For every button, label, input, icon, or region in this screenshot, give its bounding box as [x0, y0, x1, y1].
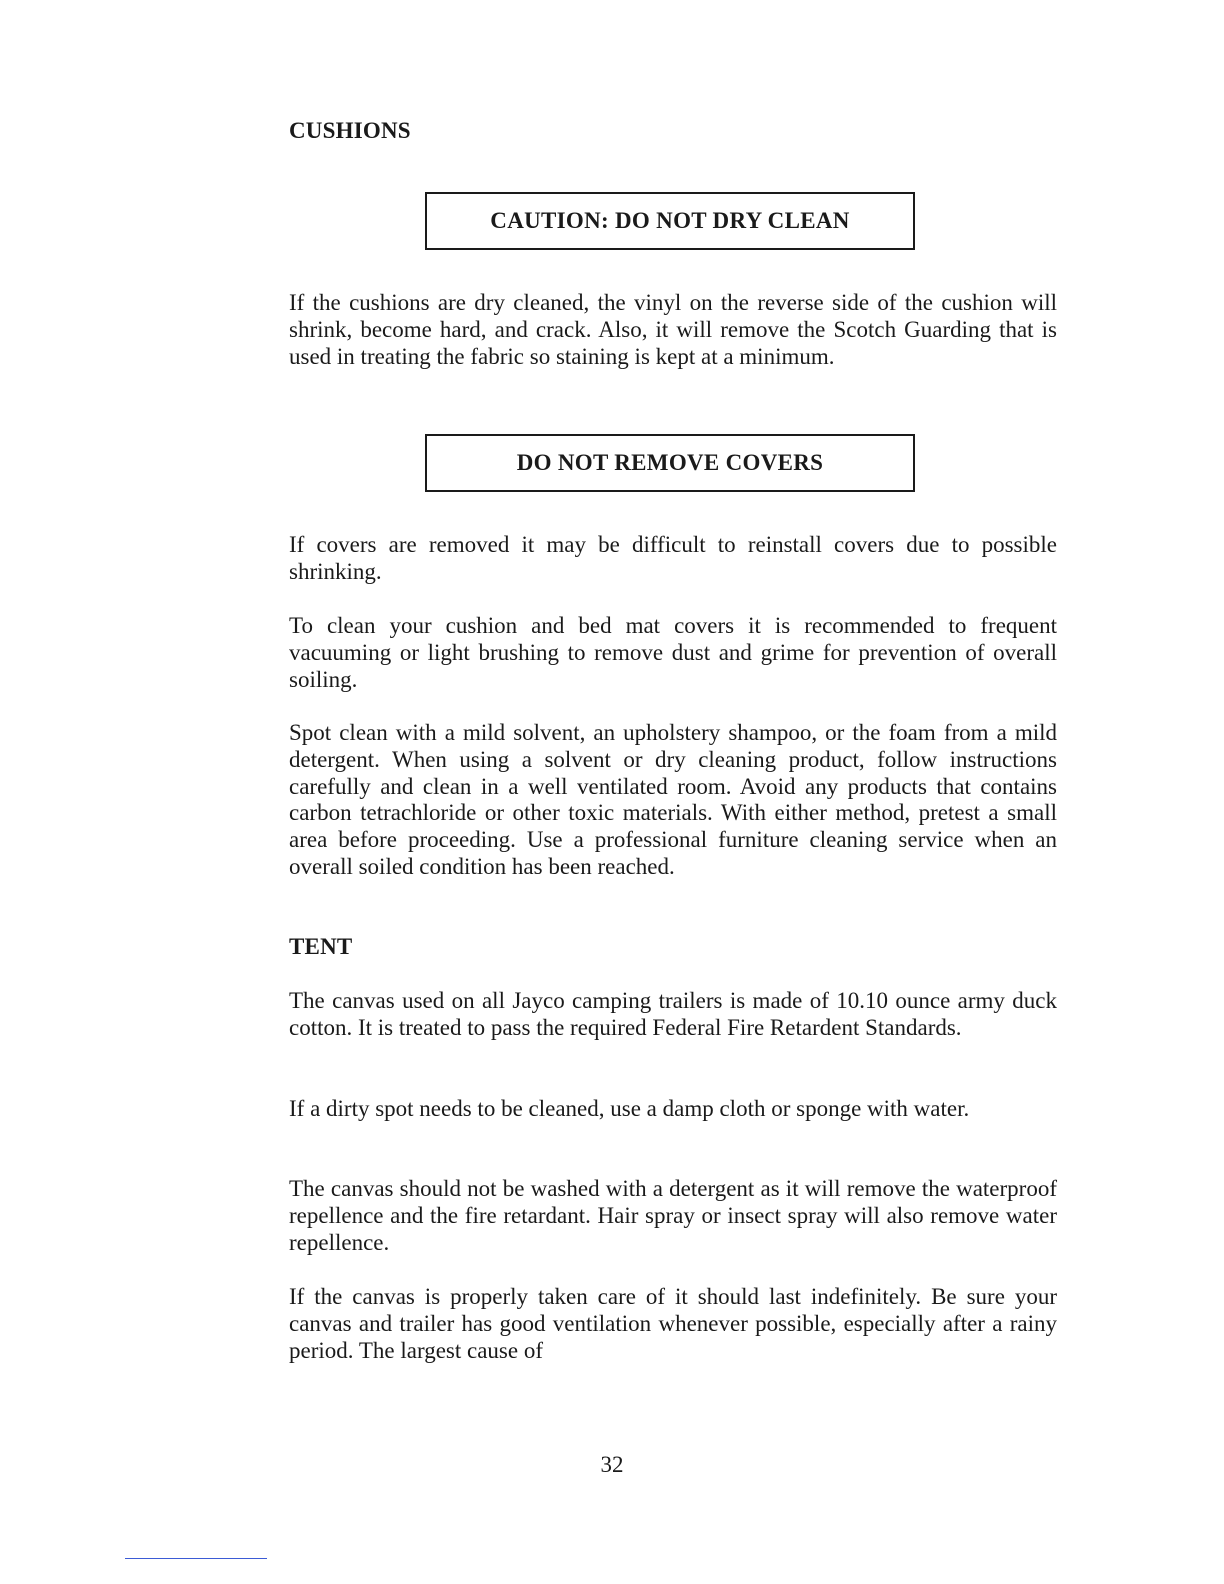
tent-paragraph-care: If the canvas is properly taken care of it should last indefinitely. Be sure your canvas and trailer has good ventilation whenever possible, especially after a rainy period. The largest cause of	[289, 1284, 1057, 1363]
tent-paragraph-spot: If a dirty spot needs to be cleaned, use a damp cloth or sponge with water.	[289, 1096, 970, 1121]
tent-paragraph-canvas: The canvas used on all Jayco camping trailers is made of 10.10 ounce army duck cotton. It is treated to pass the required Federal Fire Retardent Standards.	[289, 988, 1057, 1040]
page-number: 32	[600, 1452, 624, 1477]
cushions-paragraph-spot-clean: Spot clean with a mild solvent, an upholstery shampoo, or the foam from a mild detergent. When using a solvent or dry cleaning product, follow instructions carefully and clean in a well ventilated room. Avoid any products that contains carbon tetrachloride or other toxic materials. With either method, pretest a small area before proceeding. Use a professional furniture cleaning service when an overall soiled condition has been reached.	[289, 720, 1057, 879]
covers-warning-box	[425, 434, 915, 492]
cushions-paragraph-dry-clean: If the cushions are dry cleaned, the vinyl on the reverse side of the cushion will shrink, become hard, and crack. Also, it will remove the Scotch Guarding that is used in treating the fabric so staining is kept at a minimum.	[289, 290, 1057, 369]
tent-heading: TENT	[289, 934, 353, 959]
footer-rule	[125, 1558, 267, 1559]
cushions-heading: CUSHIONS	[289, 118, 411, 143]
tent-paragraph-washing: The canvas should not be washed with a detergent as it will remove the waterproof repellence and the fire retardant. Hair spray or insect spray will also remove water repellence.	[289, 1176, 1057, 1255]
caution-box	[425, 192, 915, 250]
caution-text: CAUTION: DO NOT DRY CLEAN	[490, 208, 850, 233]
cushions-paragraph-cleaning: To clean your cushion and bed mat covers it is recommended to frequent vacuuming or light brushing to remove dust and grime for prevention of overall soiling.	[289, 613, 1057, 692]
covers-warning-text: DO NOT REMOVE COVERS	[516, 450, 824, 475]
cushions-paragraph-covers: If covers are removed it may be difficult to reinstall covers due to possible shrinking.	[289, 532, 1057, 584]
